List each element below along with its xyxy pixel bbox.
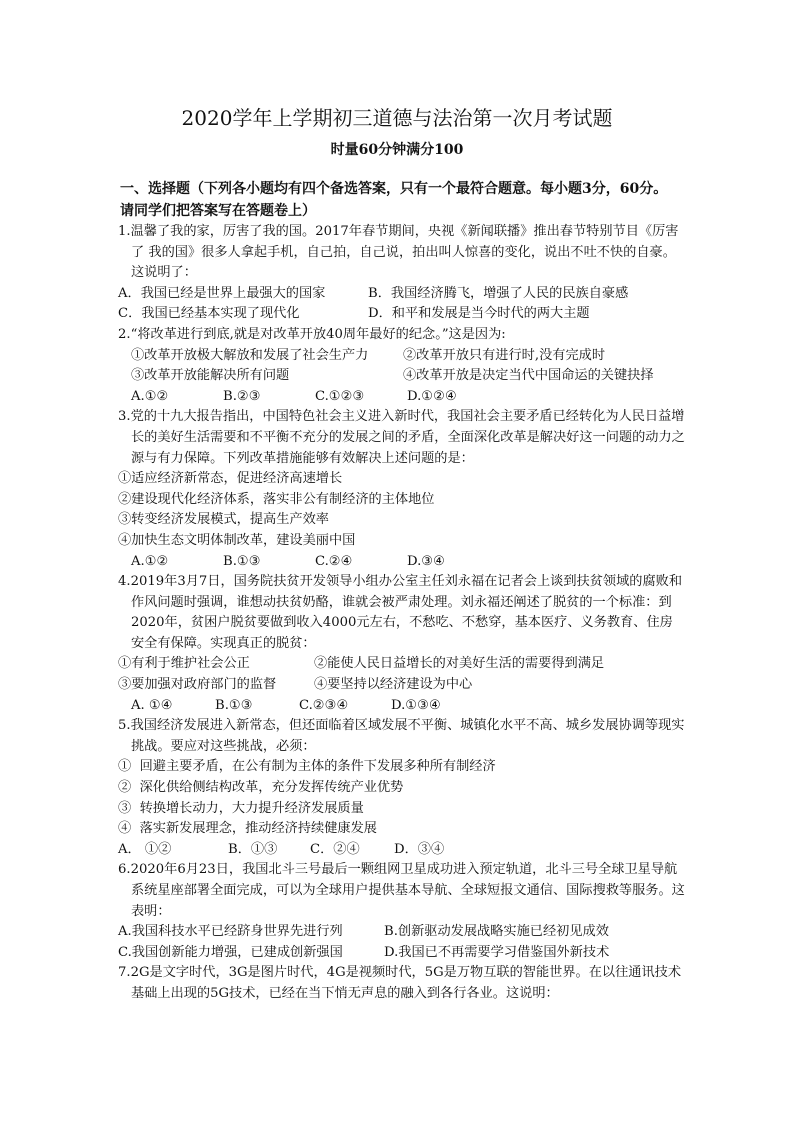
option-d: D．③④ <box>394 841 445 857</box>
option-a: A.我国科技水平已经跻身世界先进行列 <box>118 924 343 940</box>
section-heading: 一、选择题（下列各小题均有四个备选答案，只有一个最符合题意。每小题3分，60分。请同学们把答案写在答题卷上） <box>120 181 668 219</box>
question-2 <box>118 325 686 407</box>
option-c: C．我国已经基本实现了现代化 <box>118 306 300 322</box>
option-b: B．我国经济腾飞，增强了人民的民族自豪感 <box>368 285 629 301</box>
option-a: A. ①④ <box>131 697 173 713</box>
item-2: ②改革开放只有进行时,没有完成时 <box>403 347 606 363</box>
question-stem: 4.2019年3月7日，国务院扶贫开发领导小组办公室主任刘永福在记者会上谈到扶贫领域的腐败和作风问题时强调，谁想动扶贫奶酪，谁就会被严肃处理。刘永福还阐述了脱贫的一个标准：到2020年，贫困户脱贫要做到收入4000元左右，不愁吃、不愁穿，基本医疗、义务教育、住房安全有保障。实现真正的脱贫： <box>118 574 683 651</box>
option-c: C.我国创新能力增强，已建成创新强国 <box>118 944 343 960</box>
option-b: B.②③ <box>223 388 261 404</box>
item-4: ④ 落实新发展理念，推动经济持续健康发展 <box>118 821 377 837</box>
options-row <box>118 552 686 573</box>
items-row <box>118 654 686 675</box>
question-stem: 6.2020年6月23日，我国北斗三号最后一颗组网卫星成功进入预定轨道，北斗三号全球卫星导航系统星座部署全面完成，可以为全球用户提供基本导航、全球短报文通信、国际搜救等服务。这表明： <box>118 862 685 919</box>
options-row <box>118 840 686 861</box>
options-row <box>118 696 686 717</box>
options-row <box>118 304 686 325</box>
option-d: D．和平和发展是当今时代的两大主题 <box>368 306 590 322</box>
option-b: B．①③ <box>228 841 278 857</box>
question-stem: 3.党的十九大报告指出，中国特色社会主义进入新时代，我国社会主要矛盾已经转化为人民日益增长的美好生活需要和不平衡不充分的发展之间的矛盾，全面深化改革是解决好这一问题的动力之源与有力保障。下列改革措施能够有效解决上述问题的是： <box>118 409 685 466</box>
question-1 <box>118 222 686 325</box>
option-d: D.③④ <box>407 553 445 569</box>
option-b: B.创新驱动发展战略实施已经初见成效 <box>384 924 609 940</box>
question-6 <box>118 860 686 963</box>
option-a: A．我国已经是世界上最强大的国家 <box>118 285 326 301</box>
option-d: D.①③④ <box>391 697 441 713</box>
item-3: ③ 转换增长动力，大力提升经济发展质量 <box>118 800 364 816</box>
item-2: ② 深化供给侧结构改革，充分发挥传统产业优势 <box>118 780 404 796</box>
option-c: C．②④ <box>310 841 360 857</box>
option-d: D.我国已不再需要学习借鉴国外新技术 <box>384 944 610 960</box>
option-d: D.①②④ <box>407 388 457 404</box>
item-2: ②建设现代化经济体系，落实非公有制经济的主体地位 <box>118 491 435 507</box>
options-row <box>118 387 686 408</box>
question-7 <box>118 963 686 1004</box>
option-c: C.①②③ <box>315 388 365 404</box>
option-b: B.①③ <box>215 697 253 713</box>
items-row <box>118 675 686 696</box>
options-row <box>118 943 686 964</box>
item-1: ①改革开放极大解放和发展了社会生产力 <box>131 347 369 363</box>
question-3 <box>118 407 686 572</box>
question-5 <box>118 716 686 860</box>
page-subtitle: 时量60分钟满分100 <box>330 142 464 158</box>
question-stem: 1.温馨了我的家，厉害了我的国。2017年春节期间，央视《新闻联播》推出春节特别节目《厉害了 我的国》很多人拿起手机，自己拍，自己说，拍出叫人惊喜的变化，说出不吐不快的自豪。这说明了： <box>118 224 679 281</box>
page-title: 2020学年上学期初三道德与法治第一次月考试题 <box>181 106 613 130</box>
item-1: ①有利于维护社会公正 <box>118 656 250 672</box>
option-a: A． ①② <box>118 841 172 857</box>
item-4: ④改革开放是决定当代中国命运的关键抉择 <box>403 368 654 384</box>
question-stem: 2.“将改革进行到底,就是对改革开放40周年最好的纪念。”这是因为: <box>118 326 506 342</box>
question-stem: 5.我国经济发展进入新常态，但还面临着区域发展不平衡、城镇化水平不高、城乡发展协调等现实挑战。要应对这些挑战，必须： <box>118 718 685 754</box>
items-row <box>118 366 686 387</box>
option-c: C.②③④ <box>299 697 349 713</box>
item-3: ③转变经济发展模式，提高生产效率 <box>118 512 329 528</box>
question-list <box>118 222 686 1005</box>
item-4: ④加快生态文明体制改革，建设美丽中国 <box>118 532 356 548</box>
item-2: ②能使人民日益增长的对美好生活的需要得到满足 <box>314 656 605 672</box>
option-b: B.①③ <box>223 553 261 569</box>
item-4: ④要坚持以经济建设为中心 <box>314 677 473 693</box>
option-a: A.①② <box>131 553 169 569</box>
options-row <box>118 284 686 305</box>
question-stem: 7.2G是文字时代，3G是图片时代，4G是视频时代，5G是万物互联的智能世界。在以往通讯技术基础上出现的5G技术，已经在当下悄无声息的融入到各行各业。这说明： <box>118 965 682 1001</box>
options-row <box>118 922 686 943</box>
item-1: ① 回避主要矛盾，在公有制为主体的条件下发展多种所有制经济 <box>118 759 496 775</box>
item-3: ③要加强对政府部门的监督 <box>118 677 277 693</box>
item-1: ①适应经济新常态，促进经济高速增长 <box>118 471 343 487</box>
question-4 <box>118 572 686 716</box>
item-3: ③改革开放能解决所有问题 <box>131 368 290 384</box>
items-row <box>118 346 686 367</box>
option-a: A.①② <box>131 388 169 404</box>
option-c: C.②④ <box>315 553 353 569</box>
